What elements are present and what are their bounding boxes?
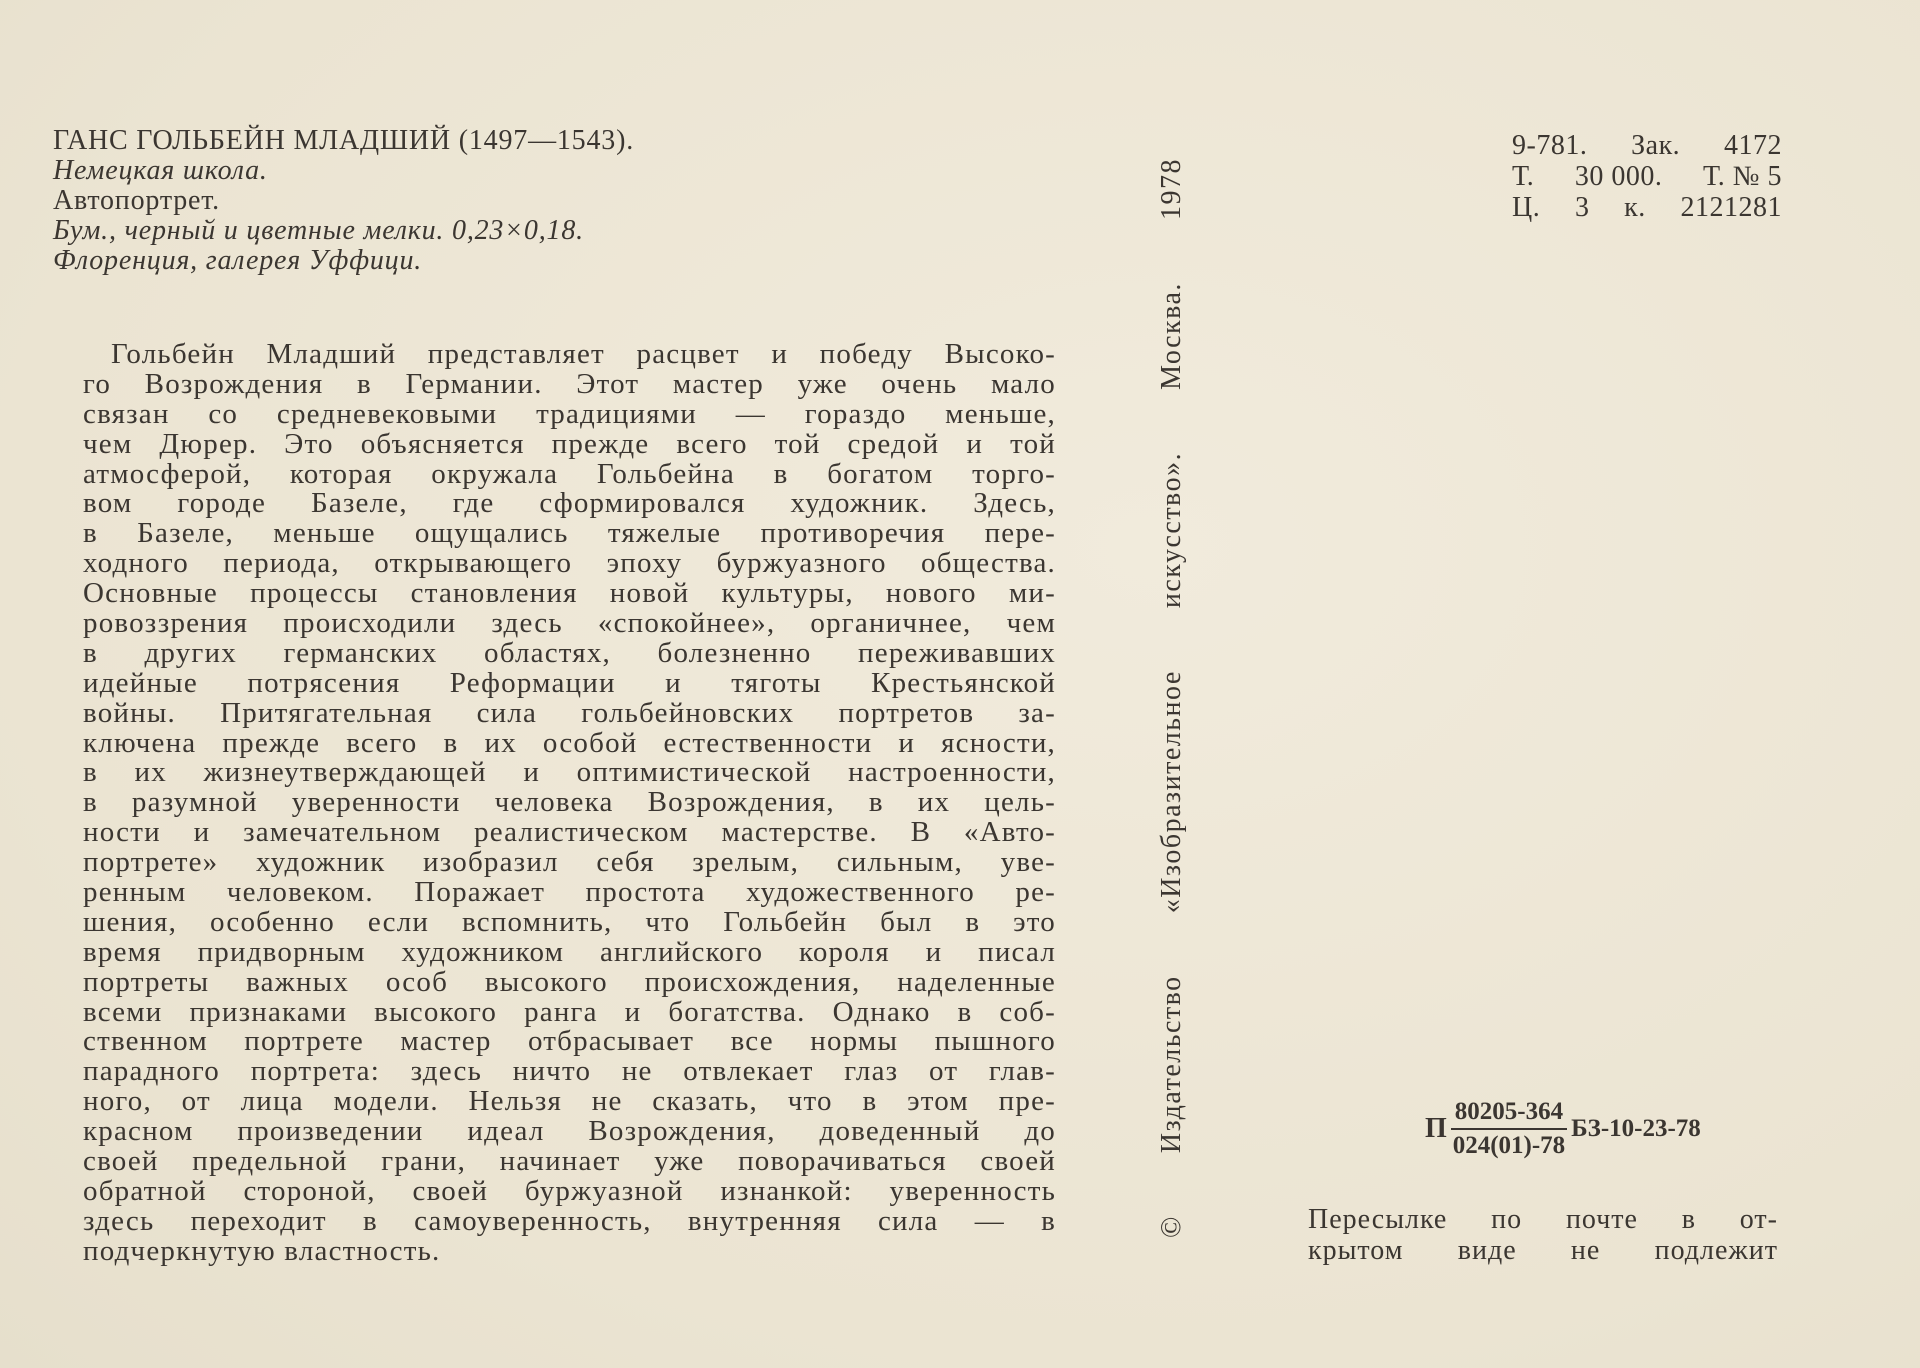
text-line: ключена прежде всего в их особой естественности и ясности, [83, 726, 1056, 759]
publisher-word: Издательство [1156, 975, 1187, 1154]
text-line: время придворным художником английского короля и писал [83, 935, 1056, 968]
code-denominator: 024(01)-78 [1452, 1132, 1566, 1159]
artwork-medium: Бум., черный и цветные мелки. 0,23×0,18. [53, 215, 584, 246]
text-line: ровоззрения происходили здесь «спокойнее», органичнее, чем [83, 607, 1056, 640]
copyright-symbol: © [1156, 1215, 1187, 1238]
school: Немецкая школа. [53, 155, 268, 186]
imprint-text: Т. № 5 [1702, 161, 1782, 192]
text-line: в разумной уверенности человека Возрождения, в их цель- [83, 786, 1056, 819]
imprint-line-3 [1512, 192, 1782, 223]
publisher-line [1156, 158, 1188, 1238]
text-line: обратной стороной, своей буржуазной изнанкой: уверенность [83, 1174, 1056, 1207]
text-line: в Базеле, меньше ощущались тяжелые противоречия пере- [83, 517, 1056, 550]
imprint-line-2 [1512, 161, 1782, 192]
text-line: портреты важных особ высокого происхождения, наделенные [83, 965, 1056, 998]
text-line: Гольбейн Младший представляет расцвет и победу Высоко- [111, 338, 1056, 370]
text-line: войны. Притягательная сила гольбейновских портретов за- [83, 696, 1056, 729]
text-line: красном произведении идеал Возрождения, доведенный до [83, 1115, 1056, 1148]
code-prefix: П [1425, 1113, 1447, 1144]
postal-note [1308, 1204, 1778, 1266]
imprint-text: Ц. [1512, 192, 1541, 223]
text-line: в их жизнеутверждающей и оптимистической настроенности, [83, 756, 1056, 789]
text-line: атмосферой, которая окружала Гольбейна в богатом торго- [83, 457, 1056, 490]
text-line: вом городе Базеле, где сформировался художник. Здесь, [83, 487, 1056, 520]
text-line: шения, особенно если вспомнить, что Гольбейн был в это [83, 905, 1056, 938]
artwork-title: Автопортрет. [53, 185, 220, 216]
artist-name: ГАНС ГОЛЬБЕЙН МЛАДШИЙ (1497—1543). [53, 125, 635, 156]
postal-note-line: крытом виде не подлежит [1308, 1235, 1778, 1266]
text-line: чем Дюрер. Это объясняется прежде всего той средой и той [83, 427, 1056, 460]
artwork-location: Флоренция, галерея Уффици. [53, 245, 423, 276]
text-line: всеми признаками высокого ранга и богатства. Однако в соб- [83, 995, 1056, 1028]
text-line: здесь переходит в самоуверенность, внутренняя сила — в [83, 1204, 1056, 1237]
description-text [83, 340, 1056, 1267]
text-line: ходного периода, открывающего эпоху буржуазного общества. [83, 547, 1056, 580]
imprint-text: 9-781. [1512, 130, 1588, 161]
publisher-word: искусство». [1156, 451, 1187, 609]
text-line: идейные потрясения Реформации и тяготы Крестьянской [83, 666, 1056, 699]
imprint-text: 30 000. [1574, 161, 1663, 192]
imprint-line-1 [1512, 130, 1782, 161]
imprint-text: 4172 [1723, 130, 1782, 161]
code-suffix: БЗ-10-23-78 [1571, 1115, 1701, 1142]
imprint-text: 3 [1574, 192, 1590, 223]
text-line: ности и замечательном реалистическом мастерстве. В «Авто- [83, 816, 1056, 849]
postal-note-line: Пересылке по почте в от- [1308, 1204, 1778, 1235]
text-line: ренным человеком. Поражает простота художественного ре- [83, 876, 1056, 909]
text-line: Основные процессы становления новой культуры, нового ми- [83, 577, 1056, 610]
publisher-word: Москва. [1156, 282, 1187, 390]
catalog-code [1425, 1098, 1701, 1160]
imprint-text: Зак. [1631, 130, 1681, 161]
code-fraction [1451, 1098, 1567, 1160]
text-line: го Возрождения в Германии. Этот мастер уже очень мало [83, 367, 1056, 400]
imprint-text: к. [1624, 192, 1646, 223]
text-line: подчеркнутую властность. [83, 1234, 441, 1267]
text-line: ственном портрете мастер отбрасывает все нормы пышного [83, 1025, 1056, 1058]
artwork-caption [53, 126, 634, 276]
imprint-text: 2121281 [1680, 192, 1782, 223]
text-line: ного, от лица модели. Нельзя не сказать, что в этом пре- [83, 1085, 1056, 1118]
imprint-text: Т. [1512, 161, 1535, 192]
text-line: в других германских областях, болезненно переживавших [83, 636, 1056, 669]
imprint-block [1512, 130, 1782, 223]
text-line: парадного портрета: здесь ничто не отвлекает глаз от глав- [83, 1055, 1056, 1088]
text-line: своей предельной грани, начинает уже поворачиваться своей [83, 1145, 1056, 1178]
text-line: связан со средневековыми традициями — гораздо меньше, [83, 397, 1056, 430]
text-line: портрете» художник изобразил себя зрелым, сильным, уве- [83, 846, 1056, 879]
publisher-word: 1978 [1156, 158, 1187, 221]
code-numerator: 80205-364 [1451, 1098, 1567, 1130]
publisher-word: «Изобразительное [1156, 670, 1187, 914]
